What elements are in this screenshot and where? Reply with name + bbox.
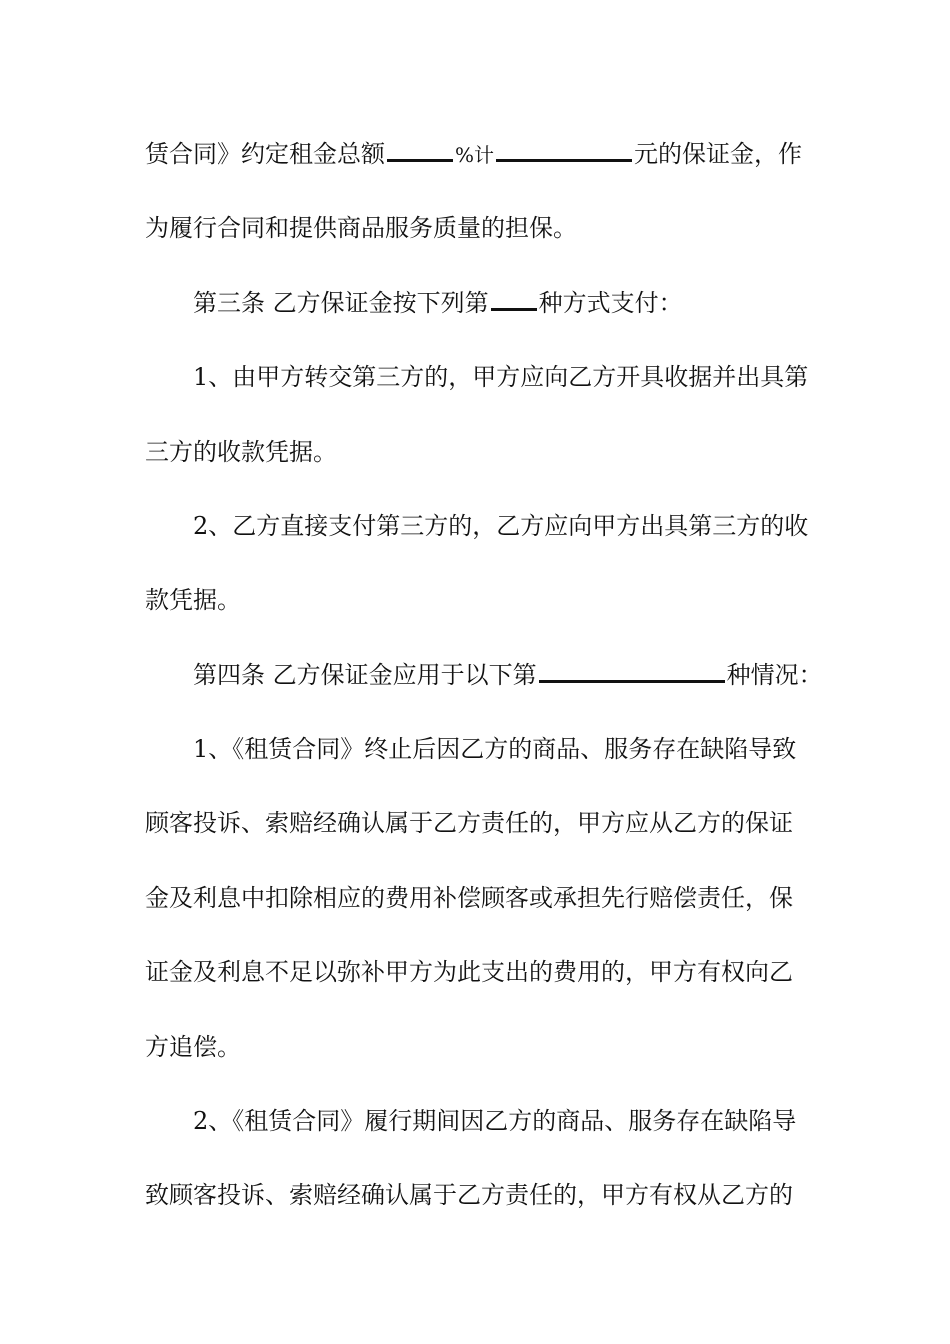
blank-field [387,137,453,162]
line-11: 金及利息中扣除相应的费用补偿顾客或承担先行赔偿责任，保 [145,884,793,912]
line-1-text-b: %计 [455,143,495,167]
line-10: 顾客投诉、索赔经确认属于乙方责任的，甲方应从乙方的保证 [145,809,793,837]
line-9: 1、《租赁合同》终止后因乙方的商品、服务存在缺陷导致 [193,735,797,763]
article-4-text-b: 种情况： [726,661,823,689]
article-4-heading [193,655,873,695]
line-14: 2、《租赁合同》履行期间因乙方的商品、服务存在缺陷导 [193,1107,797,1135]
line-1 [145,134,825,174]
line-5: 三方的收款凭据。 [145,438,337,466]
line-4: 1、由甲方转交第三方的，甲方应向乙方开具收据并出具第 [193,363,809,391]
article-4-text-a: 第四条 乙方保证金应用于以下第 [193,661,537,689]
line-2: 为履行合同和提供商品服务质量的担保。 [145,214,577,242]
line-1-text-a: 赁合同》约定租金总额 [145,140,385,168]
article-3-text-b: 种方式支付： [538,289,683,317]
line-12: 证金及利息不足以弥补甲方为此支出的费用的，甲方有权向乙 [145,958,793,986]
blank-field [496,137,632,162]
line-6: 2、乙方直接支付第三方的，乙方应向甲方出具第三方的收 [193,512,809,540]
line-13: 方追偿。 [145,1033,241,1061]
line-7: 款凭据。 [145,586,241,614]
article-3-heading [193,283,873,323]
line-1-text-c: 元的保证金，作 [634,140,803,168]
line-15: 致顾客投诉、索赔经确认属于乙方责任的，甲方有权从乙方的 [145,1181,793,1209]
blank-field [539,658,725,683]
blank-field [491,286,537,311]
article-3-text-a: 第三条 乙方保证金按下列第 [193,289,489,317]
